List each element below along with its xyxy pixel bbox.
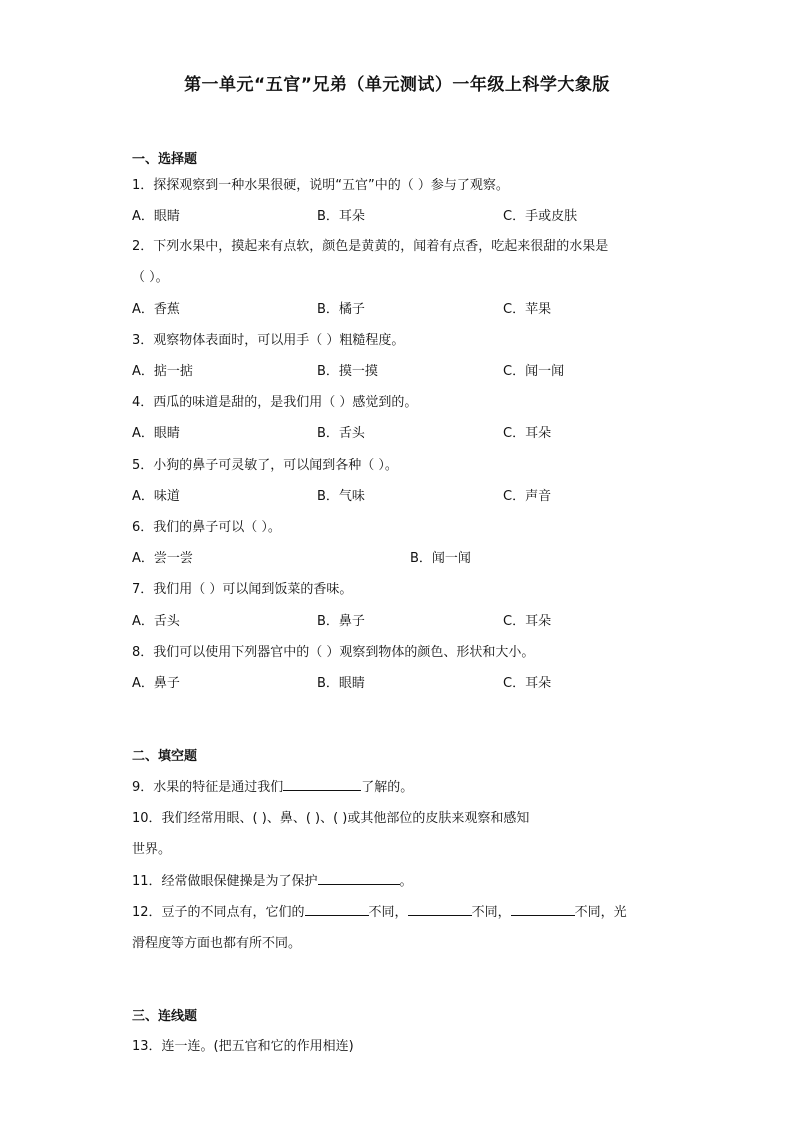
q6-option-b: B．闻一闻	[410, 551, 471, 566]
q12-text-4: 不同，光	[574, 905, 627, 920]
page-title: 第一单元“五官”兄弟（单元测试）一年级上科学大象版	[184, 75, 610, 95]
q1-option-c: C．手或皮肤	[503, 209, 578, 224]
section-heading-matching: 三、连线题	[132, 1009, 198, 1024]
q4-option-a: A．眼睛	[132, 426, 180, 441]
q2-option-c: C．苹果	[503, 302, 552, 317]
question-9	[132, 776, 413, 795]
question-1: 1．探探观察到一种水果很硬，说明“五官”中的（ ）参与了观察。	[132, 178, 509, 193]
q7-option-a: A．舌头	[132, 614, 180, 629]
question-11	[132, 870, 413, 889]
q5-option-a: A．味道	[132, 489, 180, 504]
q12-text-3: 不同，	[471, 905, 511, 920]
q8-option-a: A．鼻子	[132, 676, 180, 691]
q8-option-c: C．耳朵	[503, 676, 552, 691]
q12-blank-1[interactable]	[305, 903, 369, 916]
question-10-cont: 世界。	[132, 842, 172, 857]
section-heading-fill: 二、填空题	[132, 749, 198, 764]
question-6: 6．我们的鼻子可以（ ）。	[132, 520, 281, 535]
q1-option-a: A．眼睛	[132, 209, 180, 224]
q9-text-before: 9．水果的特征是通过我们	[132, 780, 284, 795]
q5-option-c: C．声音	[503, 489, 552, 504]
q4-option-b: B．舌头	[317, 426, 365, 441]
q12-blank-2[interactable]	[408, 903, 472, 916]
q11-text-after: 。	[399, 874, 413, 889]
q7-option-c: C．耳朵	[503, 614, 552, 629]
q2-option-b: B．橘子	[317, 302, 365, 317]
question-10: 10．我们经常用眼、( )、鼻、( )、( )或其他部位的皮肤来观察和感知	[132, 811, 530, 826]
q9-text-after: 了解的。	[361, 780, 414, 795]
q3-option-c: C．闻一闻	[503, 364, 565, 379]
q4-option-c: C．耳朵	[503, 426, 552, 441]
q11-blank[interactable]	[318, 872, 400, 885]
question-3: 3．观察物体表面时，可以用手（ ）粗糙程度。	[132, 333, 405, 348]
section-heading-choice: 一、选择题	[132, 152, 198, 167]
question-4: 4．西瓜的味道是甜的，是我们用（ ）感觉到的。	[132, 395, 418, 410]
q8-option-b: B．眼睛	[317, 676, 365, 691]
q9-blank[interactable]	[283, 778, 361, 791]
q12-blank-3[interactable]	[511, 903, 575, 916]
q3-option-a: A．掂一掂	[132, 364, 193, 379]
question-12	[132, 901, 627, 920]
question-7: 7．我们用（ ）可以闻到饭菜的香味。	[132, 582, 353, 597]
q12-text-1: 12．豆子的不同点有，它们的	[132, 905, 305, 920]
q3-option-b: B．摸一摸	[317, 364, 378, 379]
q6-option-a: A．尝一尝	[132, 551, 193, 566]
q2-option-a: A．香蕉	[132, 302, 180, 317]
question-8: 8．我们可以使用下列器官中的（ ）观察到物体的颜色、形状和大小。	[132, 645, 535, 660]
question-5: 5．小狗的鼻子可灵敏了，可以闻到各种（ ）。	[132, 458, 398, 473]
q5-option-b: B．气味	[317, 489, 365, 504]
question-12-cont: 滑程度等方面也都有所不同。	[132, 936, 302, 951]
question-13: 13．连一连。(把五官和它的作用相连)	[132, 1039, 354, 1054]
q7-option-b: B．鼻子	[317, 614, 365, 629]
q11-text-before: 11．经常做眼保健操是为了保护	[132, 874, 318, 889]
q1-option-b: B．耳朵	[317, 209, 365, 224]
q12-text-2: 不同，	[368, 905, 408, 920]
question-2-cont: （ ）。	[132, 270, 169, 285]
question-2: 2．下列水果中，摸起来有点软，颜色是黄黄的，闻着有点香，吃起来很甜的水果是	[132, 239, 609, 254]
